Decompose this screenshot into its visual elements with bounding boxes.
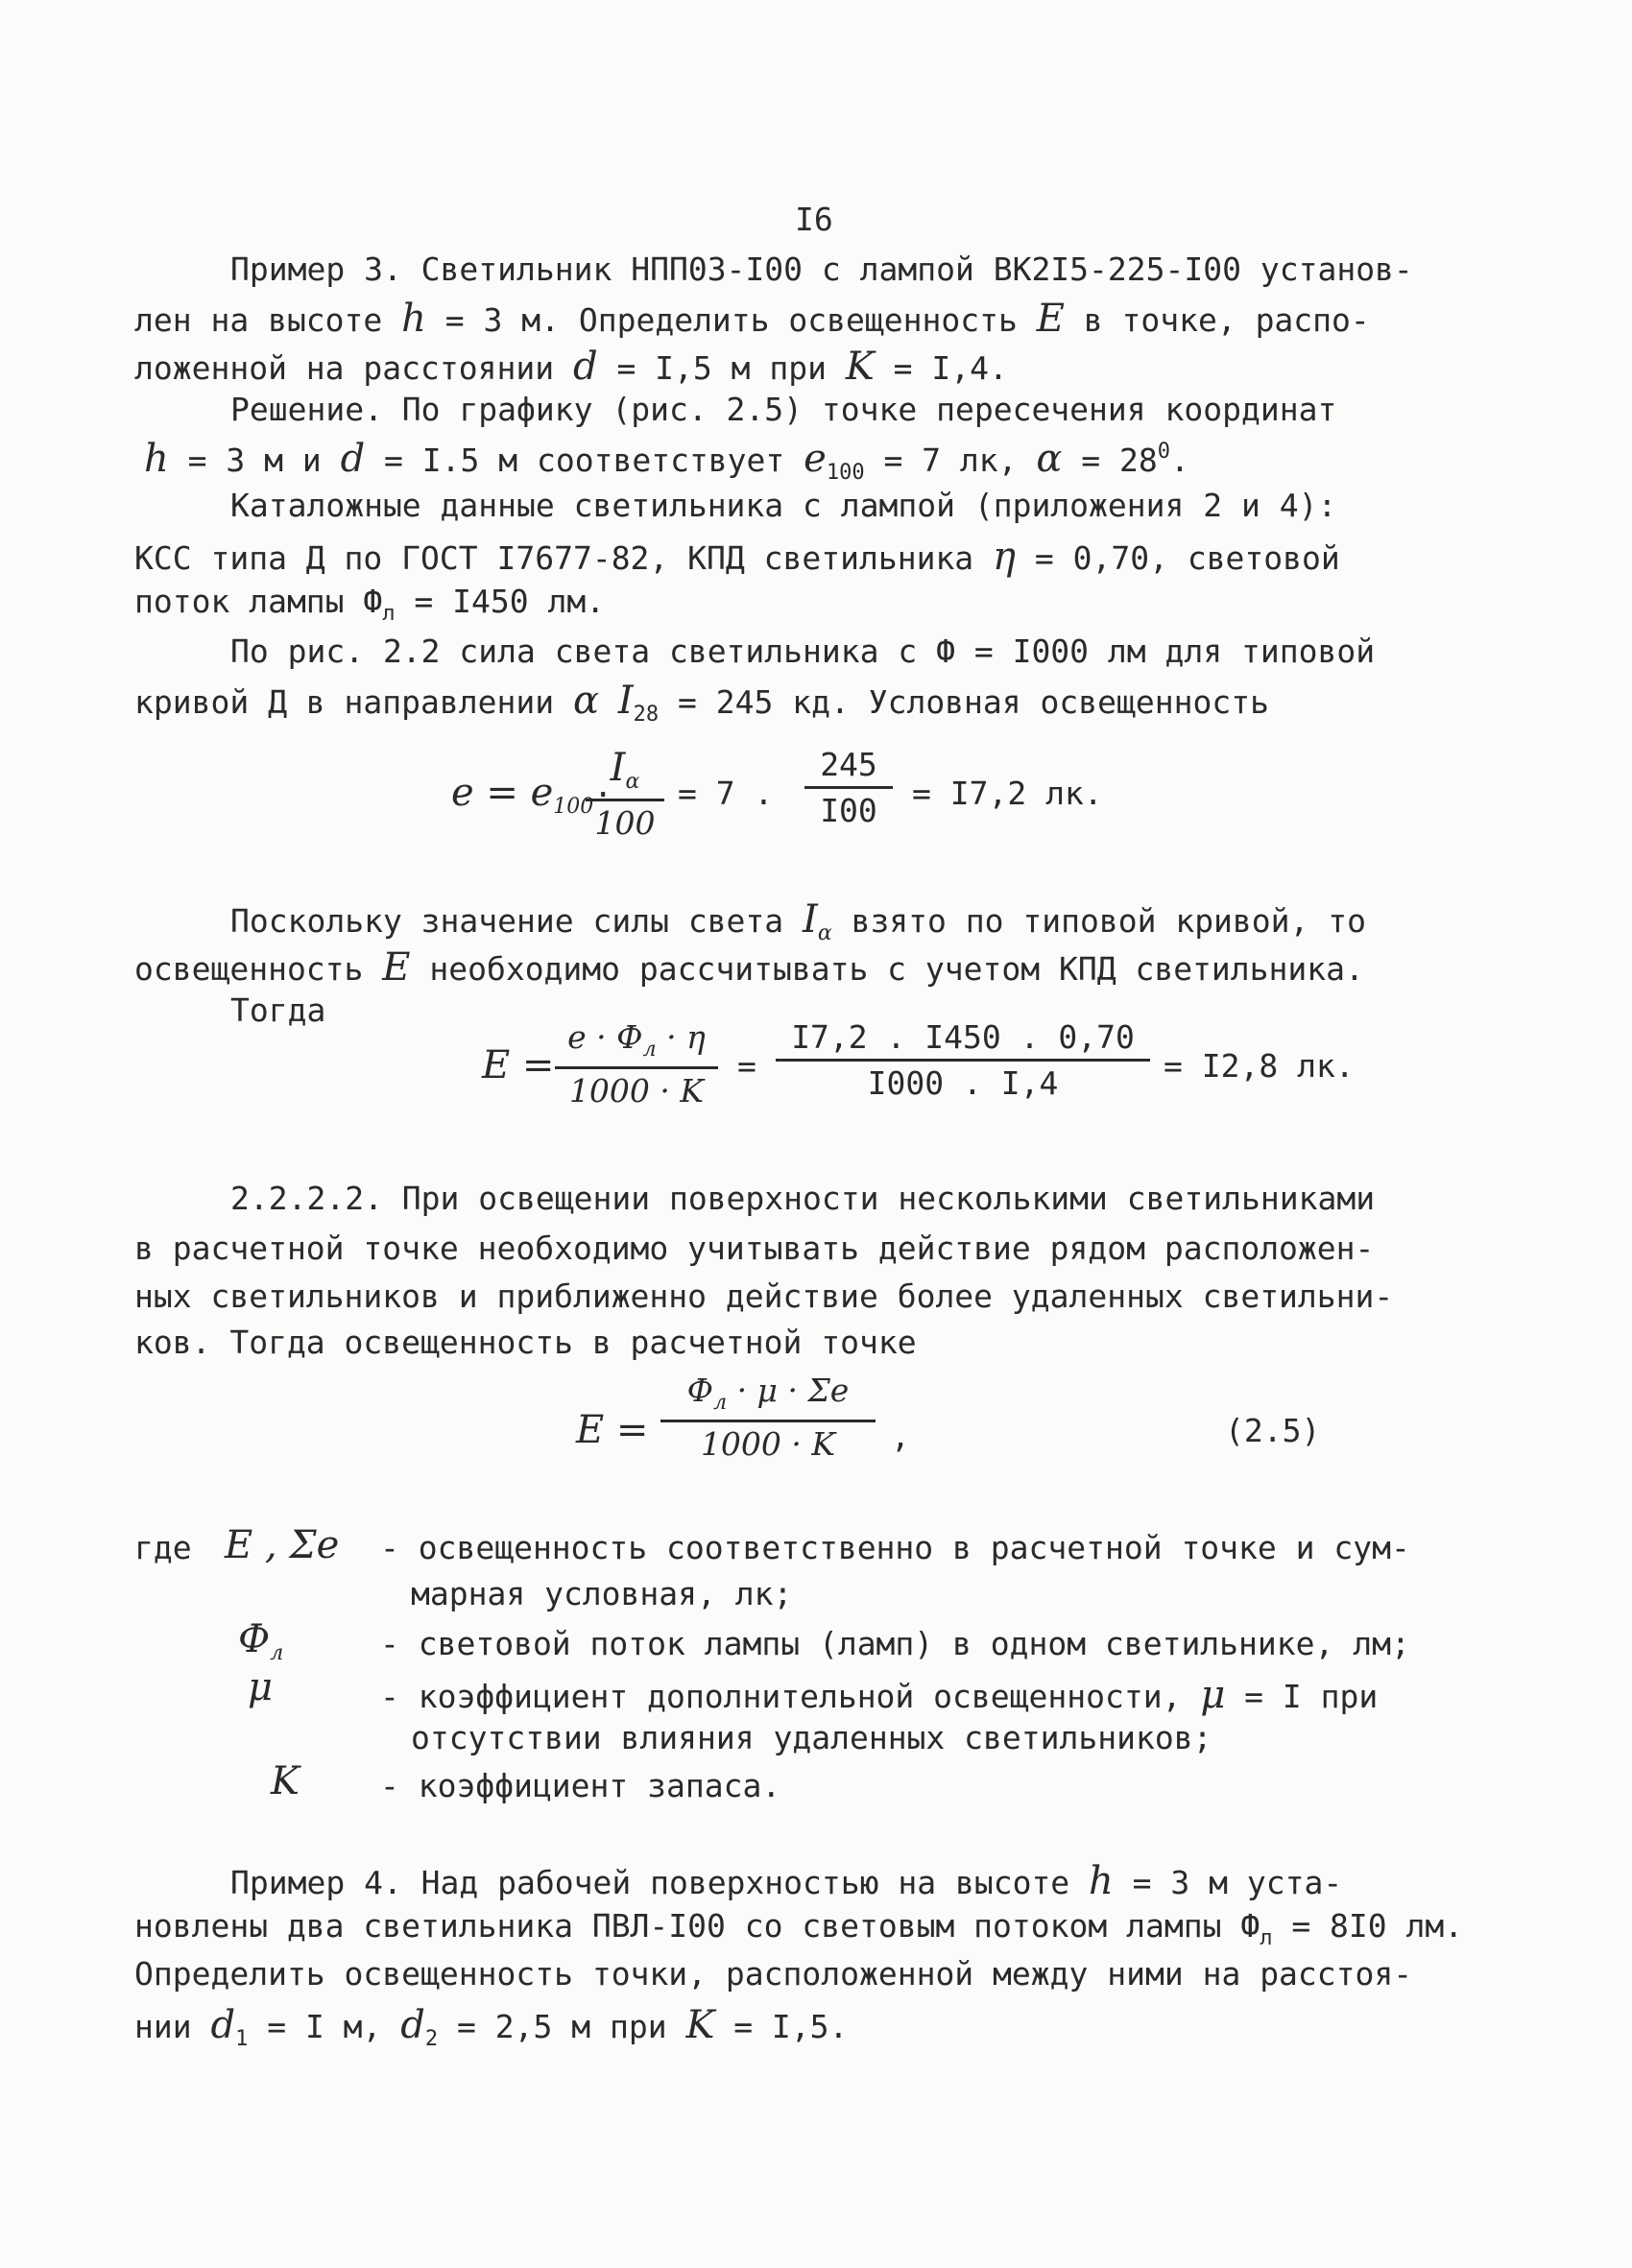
- legend-sym-4: K: [271, 1759, 300, 1803]
- section-line-1: 2.2.2.2. При освещении поверхности несколькими светильниками: [230, 1180, 1376, 1217]
- section-line-3: ных светильников и приближенно действие более удаленных светильни-: [134, 1277, 1394, 1315]
- formula1-fraction-1: $I_\alpha$ 100: [586, 749, 664, 839]
- formula2-equals: =: [737, 1047, 756, 1085]
- formula3-lhs: E =: [576, 1408, 649, 1452]
- example4-line-4: нии $d_1 = I$ м, $d_2 = 2,5$ м при K = I,5.: [134, 2003, 849, 2051]
- legend-where: где: [134, 1529, 192, 1566]
- para-after-line-2: освещенность E необходимо рассчитывать с учетом КПД светильника.: [134, 945, 1364, 990]
- legend-text-3b: отсутствии влияния удаленных светильников;: [411, 1719, 1212, 1756]
- page-number: I6: [795, 201, 833, 238]
- example3-line-4: Решение. По графику (рис. 2.5) точке пересечения координат: [230, 391, 1337, 428]
- example3-line-3: ложенной на расстоянии d = I,5 м при K = I,4.: [134, 345, 1008, 389]
- legend-text-1b: марная условная, лк;: [411, 1575, 793, 1612]
- example3-line-6: Каталожные данные светильника с лампой (приложения 2 и 4):: [230, 487, 1337, 524]
- legend-sym-1: E , Σe: [225, 1523, 340, 1567]
- legend-text-1a: - освещенность соответственно в расчетной точке и сум-: [380, 1529, 1410, 1566]
- para-after-line-1: Поскольку значение силы света $I_\alpha$ взято по типовой кривой, то: [230, 897, 1366, 945]
- formula3-comma: ,: [891, 1418, 910, 1455]
- example4-line-2: новлены два светильника ПВЛ-I00 со световым потоком лампы $Ф_л = 8I0$ лм.: [134, 1907, 1464, 1950]
- legend-sym-2: $Ф_л$: [238, 1617, 284, 1665]
- legend-text-4: - коэффициент запаса.: [380, 1767, 781, 1804]
- formula-number: (2.5): [1225, 1412, 1321, 1449]
- formula1-lhs: $e = e_{100}\cdot$: [451, 771, 613, 819]
- section-line-4: ков. Тогда освещенность в расчетной точке: [134, 1324, 917, 1361]
- example3-line-10: кривой Д в направлении α $I_{28} = 245$ кд. Условная освещенность: [134, 679, 1269, 727]
- example3-line-2: лен на высоте h = 3 м. Определить освещенность E в точке, распо-: [134, 297, 1370, 341]
- legend-text-3a: - коэффициент дополнительной освещенности, μ = I при: [380, 1673, 1379, 1717]
- example4-line-1: Пример 4. Над рабочей поверхностью на высоте h = 3 м уста-: [230, 1859, 1343, 1903]
- section-line-2: в расчетной точке необходимо учитывать действие рядом расположен-: [134, 1229, 1375, 1267]
- example3-line-5: h = 3 м и d = I.5 м соответствует $e_{100} = 7$ лк, $\alpha = 28^0$.: [144, 437, 1189, 485]
- formula1-result: = I7,2 лк.: [912, 775, 1103, 812]
- formula1-fraction-2: 245 I00: [804, 749, 893, 826]
- formula2-result: = I2,8 лк.: [1164, 1047, 1355, 1085]
- formula2-lhs: E =: [482, 1043, 555, 1087]
- example3-line-9: По рис. 2.2 сила света светильника с Ф = I000 лм для типовой: [230, 633, 1376, 670]
- para-after-line-3: Тогда: [230, 991, 326, 1029]
- legend-text-2: - световой поток лампы (ламп) в одном светильнике, лм;: [380, 1625, 1410, 1662]
- formula2-fraction-2: I7,2 . I450 . 0,70 I000 . I,4: [776, 1021, 1150, 1099]
- example4-line-3: Определить освещенность точки, расположенной между ними на расстоя-: [134, 1955, 1413, 1993]
- formula3-fraction: $Ф_л \cdot \mu \cdot \Sigma e$ 1000 · K: [660, 1374, 876, 1460]
- legend-sym-3: μ: [248, 1665, 273, 1709]
- example3-line-8: поток лампы $Ф_л = I450$ лм.: [134, 583, 606, 626]
- example3-line-7: КСС типа Д по ГОСТ I7677-82, КПД светильника η = 0,70, световой: [134, 535, 1340, 579]
- formula1-mid: = 7 .: [678, 775, 774, 812]
- formula2-fraction-1: $e \cdot Ф_л \cdot \eta$ 1000 · K: [555, 1021, 718, 1107]
- example3-line-1: Пример 3. Светильник НПП03-I00 с лампой ВК2I5-225-I00 установ-: [230, 251, 1413, 288]
